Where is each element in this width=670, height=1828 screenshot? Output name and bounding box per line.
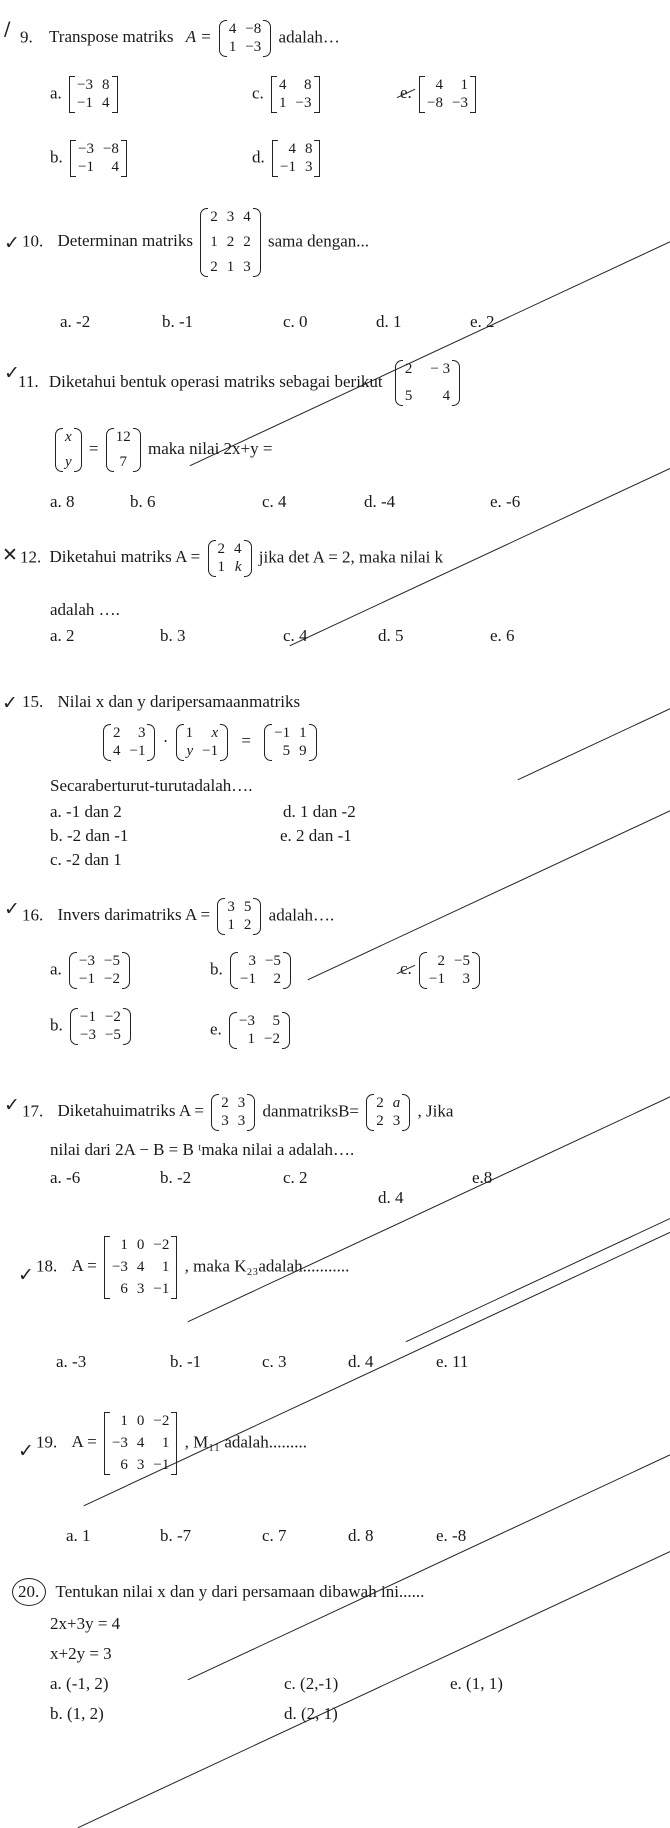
question-number: 9. xyxy=(20,27,33,47)
question-16 xyxy=(0,888,670,1058)
question-text: Invers darimatriks A = xyxy=(57,905,211,925)
option-b: b. -7 xyxy=(160,1526,670,1546)
option-a: a. -6 xyxy=(50,1168,81,1187)
option-e: e. 11 xyxy=(436,1352,469,1371)
check-mark-icon: ✓ xyxy=(4,232,20,254)
question-17 xyxy=(0,1084,670,1207)
option-d: d. 8 xyxy=(348,1526,374,1545)
check-mark-icon: ✓ xyxy=(4,898,20,920)
matrix-3x3: 1 0 −2 −3 4 1 6 3 −1 xyxy=(104,1236,177,1299)
question-text: Transpose matriks xyxy=(49,27,174,47)
question-18 xyxy=(0,1226,670,1386)
matrix-3x3: 1 0 −2 −3 4 1 6 3 −1 xyxy=(104,1412,177,1475)
question-tail: sama dengan... xyxy=(268,231,370,251)
check-mark-icon: ✓ xyxy=(18,1264,34,1286)
equation-2: x+2y = 3 xyxy=(50,1644,112,1663)
option-c: c. 0 xyxy=(283,312,308,331)
option-e: e. (1, 1) xyxy=(450,1674,503,1693)
option-d: d. 1 xyxy=(376,312,402,331)
matrix-a: 2 4 1 k xyxy=(208,540,252,577)
option-d: d. -4 xyxy=(364,492,396,511)
operation-matrix: 2 − 3 5 4 xyxy=(395,360,460,406)
option-b: b. −3 −8 −1 4 xyxy=(50,140,130,177)
question-mid: danmatriksB= xyxy=(262,1101,359,1121)
option-c: c. 4 xyxy=(262,492,670,512)
option-b: b. -2 dan -1 xyxy=(50,826,129,845)
question-number: 10. xyxy=(22,231,44,251)
matrix-b: 2 a 2 3 xyxy=(366,1094,410,1131)
option-a: a. -3 xyxy=(56,1352,670,1372)
check-mark-icon: ✓ xyxy=(4,362,20,384)
option-e: e. -8 xyxy=(436,1526,467,1545)
question-number: 12. xyxy=(20,547,42,567)
option-c: c. 4 8 1 −3 xyxy=(252,76,323,113)
question-tail: , Jika xyxy=(417,1101,454,1121)
question-20 xyxy=(0,1574,670,1743)
option-c: c. 2 −5 −1 3 xyxy=(400,952,483,989)
option-c: c. 4 xyxy=(283,626,308,645)
vector-xy: x y xyxy=(55,428,82,472)
question-number: 11. xyxy=(18,371,39,391)
option-c: c. -2 dan 1 xyxy=(50,850,122,869)
matrix-a: 3 5 1 2 xyxy=(217,898,261,935)
option-c: c. (2,-1) xyxy=(284,1674,339,1693)
matrix-name: A = xyxy=(185,27,212,47)
matrix-a: 2 3 3 3 xyxy=(211,1094,255,1131)
option-d: d. (2, 1) xyxy=(284,1704,338,1723)
question-line2: adalah …. xyxy=(50,600,120,619)
question-19 xyxy=(0,1400,670,1560)
option-b-alt: b. −1 −2 −3 −5 xyxy=(50,1008,134,1045)
option-a: a. 8 xyxy=(50,492,75,511)
question-text: Determinan matriks xyxy=(57,231,193,251)
option-a: a. (-1, 2) xyxy=(50,1674,670,1694)
question-number: 19. xyxy=(36,1432,58,1452)
option-d: d. 4 xyxy=(348,1352,374,1371)
option-d: d. 1 dan -2 xyxy=(283,802,356,821)
option-e: e. -6 xyxy=(490,492,521,511)
question-9 xyxy=(0,0,670,190)
option-a: a. 1 xyxy=(66,1526,91,1545)
question-15 xyxy=(0,684,670,884)
option-d: d. 4 xyxy=(378,1188,670,1208)
option-b: b. 3 −5 −1 2 xyxy=(210,952,294,989)
question-tail: adalah…. xyxy=(268,905,335,925)
option-a: a. 2 xyxy=(50,626,75,645)
check-mark-icon: / xyxy=(4,18,11,40)
cross-mark-icon: ✕ xyxy=(2,544,18,566)
question-number: 20. xyxy=(18,1582,40,1601)
question-tail: , maka K₂₃adalah........... xyxy=(184,1256,350,1276)
question-line2: nilai dari 2A − B = B ᵗmaka nilai a adalah…. xyxy=(50,1140,355,1159)
question-text: Tentukan nilai x dan y dari persamaan dibawah ini...... xyxy=(55,1582,425,1601)
question-tail: adalah… xyxy=(278,27,340,47)
option-d: d. 4 8 −1 3 xyxy=(252,140,323,177)
equation-1: 2x+3y = 4 xyxy=(50,1614,121,1633)
option-d: d. 5 xyxy=(378,626,404,645)
question-text: Diketahui bentuk operasi matriks sebagai berikut xyxy=(48,371,383,391)
question-tail: maka nilai 2x+y = xyxy=(148,438,273,458)
matrix-3x3: 2 3 4 1 2 2 2 1 3 xyxy=(200,208,261,277)
question-number: 18. xyxy=(36,1256,58,1276)
option-b: b. (1, 2) xyxy=(50,1704,104,1723)
question-12 xyxy=(0,528,670,668)
check-mark-icon: ✓ xyxy=(18,1440,34,1462)
check-mark-icon: ✓ xyxy=(4,1094,20,1116)
question-text: Nilai x dan y daripersamaanmatriks xyxy=(57,692,301,711)
question-tail: jika det A = 2, maka nilai k xyxy=(258,547,444,567)
option-e: e. 4 1 −8 −3 xyxy=(400,76,479,113)
question-text: Diketahui matriks A = xyxy=(49,547,201,567)
option-b: b. -2 xyxy=(160,1168,670,1188)
option-a: a. -2 xyxy=(60,312,91,331)
question-line2: Secaraberturut-turutadalah…. xyxy=(50,776,253,795)
option-c: c. 7 xyxy=(262,1526,287,1545)
question-10 xyxy=(0,200,670,340)
question-text: A = xyxy=(71,1256,97,1276)
question-tail: , M₁₁ adalah......... xyxy=(184,1432,307,1452)
option-b: b. -1 xyxy=(170,1352,202,1371)
matrix-a: 4 −8 1 −3 xyxy=(219,20,271,57)
question-text: Diketahuimatriks A = xyxy=(57,1101,205,1121)
option-a: a. -1 dan 2 xyxy=(50,802,122,821)
matrix-equation: 2 3 4 −1 · 1 x y −1 = −1 1 5 9 xyxy=(100,724,320,761)
option-e: e. 6 xyxy=(490,626,670,646)
question-number: 16. xyxy=(22,905,44,925)
option-c: c. 3 xyxy=(262,1352,287,1371)
option-a: a. −3 −5 −1 −2 xyxy=(50,952,133,989)
option-a: a. −3 8 −1 4 xyxy=(50,76,121,113)
question-11: ✓ 11. Diketahui bentuk operasi matriks sebagai berikut 2 − 3 5 4 x y = 12 7 maka nilai 2x+y = a. 8 b. 6 c. 4 d. -4 e. -6 xyxy=(0,350,670,520)
question-number: 17. xyxy=(22,1101,44,1121)
option-c: c. 2 xyxy=(283,1168,308,1187)
vector-result: 12 7 xyxy=(106,428,141,472)
option-b: b. -1 xyxy=(162,312,670,332)
option-e: e. 2 dan -1 xyxy=(280,826,670,846)
option-b: b. 3 xyxy=(160,626,186,645)
option-e: e.8 xyxy=(472,1168,493,1187)
question-number: 15. xyxy=(22,692,44,711)
option-e: e. 2 xyxy=(470,312,495,331)
check-mark-icon: ✓ xyxy=(2,692,18,714)
option-e: e. −3 5 1 −2 xyxy=(210,1012,293,1049)
question-text: A = xyxy=(71,1432,97,1452)
option-b: b. 6 xyxy=(130,492,156,511)
